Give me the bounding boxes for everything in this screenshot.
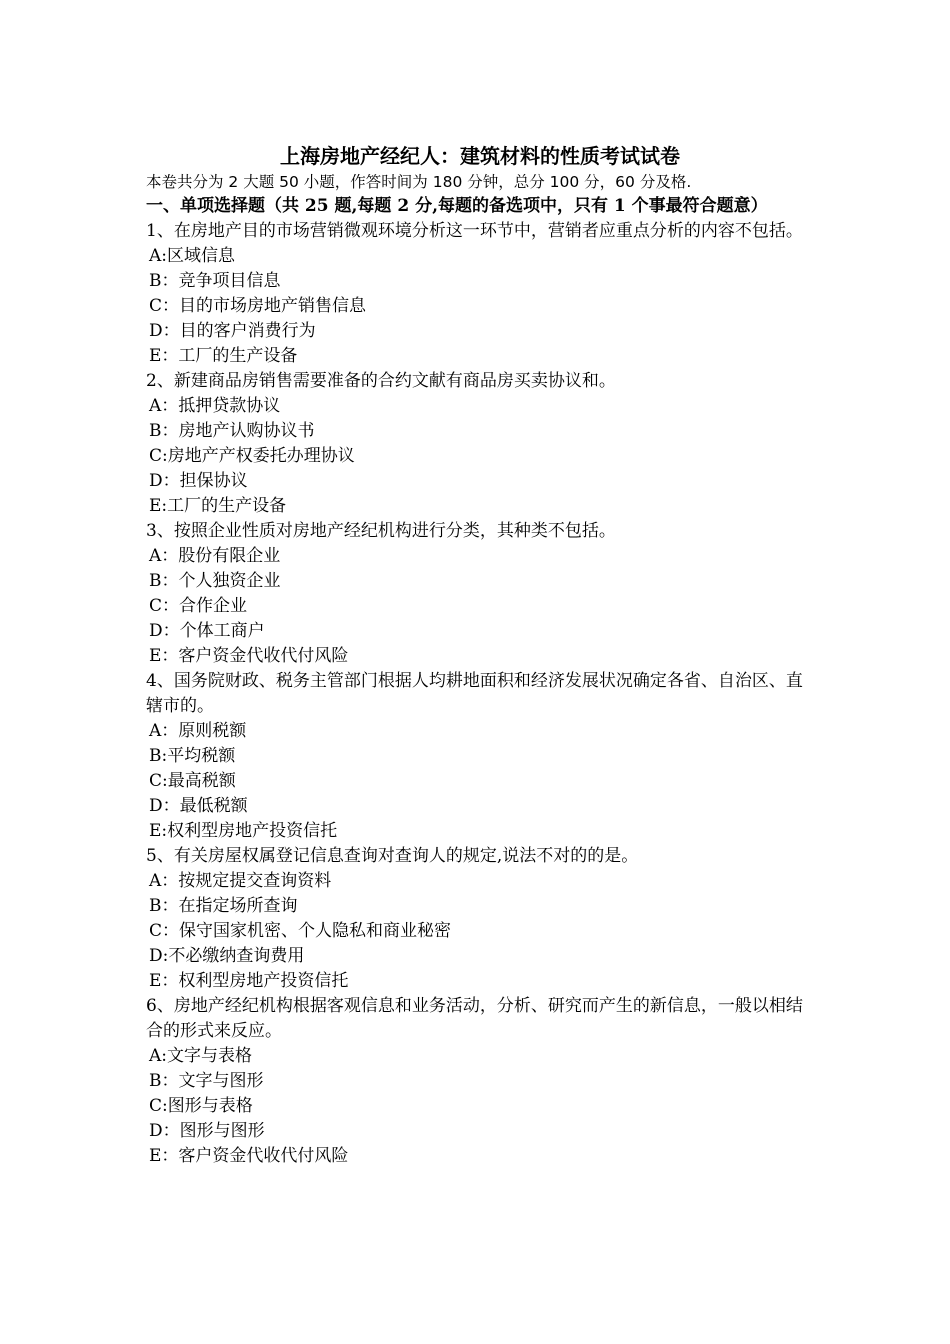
option-d: D：担保协议 xyxy=(149,471,248,491)
question-text: 3、按照企业性质对房地产经纪机构进行分类，其种类不包括。 xyxy=(146,521,616,541)
option-e: E:权利型房地产投资信托 xyxy=(149,821,338,841)
exam-intro: 本卷共分为 2 大题 50 小题，作答时间为 180 分钟，总分 100 分，60 分及格. xyxy=(146,173,692,191)
option-b: B：个人独资企业 xyxy=(149,571,281,591)
option-c: C：目的市场房地产销售信息 xyxy=(149,296,367,316)
option-c: C:最高税额 xyxy=(149,771,236,791)
option-b: B:平均税额 xyxy=(149,746,236,766)
option-d: D：最低税额 xyxy=(149,796,248,816)
option-e: E：客户资金代收代付风险 xyxy=(149,646,349,666)
option-d: D：目的客户消费行为 xyxy=(149,321,316,341)
document-title: 上海房地产经纪人：建筑材料的性质考试试卷 xyxy=(280,144,680,168)
question-text: 2、新建商品房销售需要准备的合约文献有商品房买卖协议和。 xyxy=(146,371,616,391)
question-block xyxy=(146,519,810,669)
option-a: A:区域信息 xyxy=(149,246,236,266)
option-c: C：保守国家机密、个人隐私和商业秘密 xyxy=(149,921,452,941)
option-d: D:不必缴纳查询费用 xyxy=(149,946,305,966)
option-b: B：在指定场所查询 xyxy=(149,896,298,916)
option-c: C：合作企业 xyxy=(149,596,248,616)
question-text: 6、房地产经纪机构根据客观信息和业务活动，分析、研究而产生的新信息，一般以相结合的形式来反应。 xyxy=(146,996,803,1041)
question-block xyxy=(146,669,810,844)
question-text: 5、有关房屋权属登记信息查询对查询人的规定,说法不对的的是。 xyxy=(146,846,639,866)
question-block xyxy=(146,219,810,369)
option-b: B：文字与图形 xyxy=(149,1071,264,1091)
option-e: E：权利型房地产投资信托 xyxy=(149,971,349,991)
option-b: B：竞争项目信息 xyxy=(149,271,281,291)
option-a: A：抵押贷款协议 xyxy=(149,396,281,416)
question-block xyxy=(146,994,810,1169)
option-c: C:图形与表格 xyxy=(149,1096,253,1116)
question-block xyxy=(146,844,810,994)
question-text: 1、在房地产目的市场营销微观环境分析这一环节中，营销者应重点分析的内容不包括。 xyxy=(146,221,803,241)
question-text: 4、国务院财政、税务主管部门根据人均耕地面积和经济发展状况确定各省、自治区、直辖市的。 xyxy=(146,671,803,716)
option-c: C:房地产产权委托办理协议 xyxy=(149,446,355,466)
option-d: D：图形与图形 xyxy=(149,1121,265,1141)
document-page xyxy=(146,142,810,1169)
option-a: A：原则税额 xyxy=(149,721,247,741)
option-b: B：房地产认购协议书 xyxy=(149,421,315,441)
option-a: A：按规定提交查询资料 xyxy=(149,871,332,891)
option-a: A:文字与表格 xyxy=(149,1046,253,1066)
section-heading: 一、单项选择题（共 25 题,每题 2 分,每题的备选项中，只有 1 个事最符合题意） xyxy=(146,196,768,216)
option-e: E：工厂的生产设备 xyxy=(149,346,298,366)
option-e: E:工厂的生产设备 xyxy=(149,496,287,516)
question-block xyxy=(146,369,810,519)
option-e: E：客户资金代收代付风险 xyxy=(149,1146,349,1166)
option-d: D：个体工商户 xyxy=(149,621,265,641)
option-a: A：股份有限企业 xyxy=(149,546,281,566)
